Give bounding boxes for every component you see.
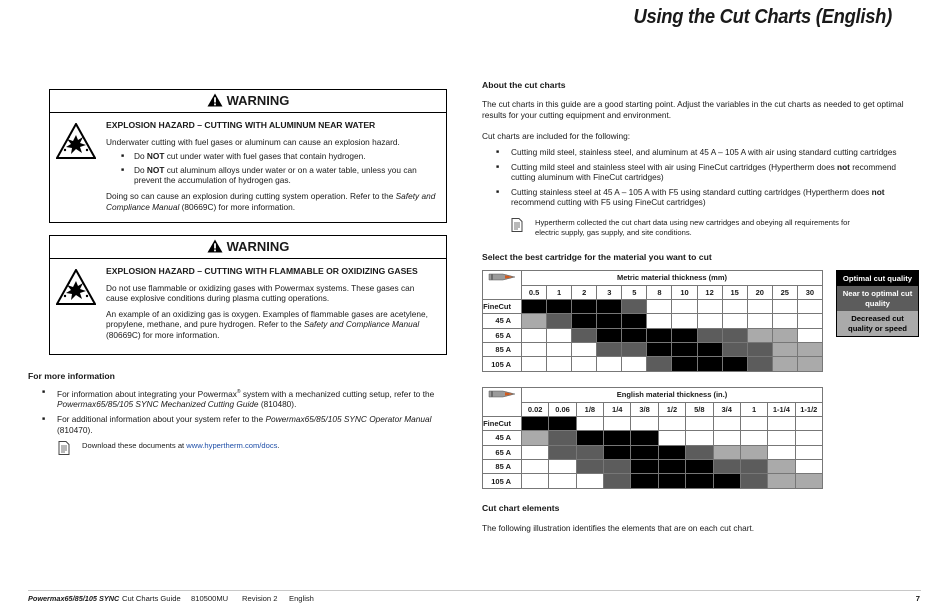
quality-cell bbox=[604, 416, 631, 430]
footer-revision: Revision 2 bbox=[242, 594, 278, 603]
quality-cell bbox=[522, 445, 549, 459]
quality-cell bbox=[686, 416, 713, 430]
cartridge-row bbox=[483, 431, 823, 445]
quality-cell bbox=[740, 474, 767, 488]
quality-cell bbox=[658, 416, 685, 430]
note-document-icon bbox=[58, 441, 70, 458]
quality-cell bbox=[772, 343, 797, 357]
about-heading: About the cut charts bbox=[482, 80, 566, 90]
torch-cartridge-icon bbox=[483, 271, 522, 286]
footer-guide: Cut Charts Guide bbox=[122, 594, 181, 603]
quality-cell bbox=[622, 299, 647, 313]
thickness-column-header: 5 bbox=[622, 285, 647, 299]
warning-triangle-icon bbox=[207, 92, 223, 114]
quality-cell bbox=[658, 474, 685, 488]
quality-cell bbox=[768, 431, 795, 445]
quality-cell bbox=[772, 328, 797, 342]
quality-cell bbox=[797, 314, 822, 328]
thickness-column-header: 1 bbox=[740, 402, 767, 416]
warning-bullet: ■ Do NOT cut under water with fuel gases that contain hydrogen. bbox=[134, 151, 438, 162]
cartridge-row bbox=[483, 445, 823, 459]
quality-cell bbox=[522, 357, 547, 371]
quality-cell bbox=[686, 445, 713, 459]
quality-cell bbox=[672, 328, 697, 342]
quality-cell bbox=[522, 314, 547, 328]
quality-cell bbox=[722, 328, 747, 342]
quality-cell bbox=[604, 431, 631, 445]
thickness-column-header: 8 bbox=[647, 285, 672, 299]
quality-cell bbox=[549, 445, 576, 459]
quality-cell bbox=[622, 343, 647, 357]
thickness-column-header: 1/8 bbox=[576, 402, 603, 416]
quality-cell bbox=[697, 314, 722, 328]
cartridge-row-label: FineCut bbox=[483, 299, 522, 313]
page-title: Using the Cut Charts (English) bbox=[633, 6, 892, 28]
cartridge-row-label: 85 A bbox=[483, 343, 522, 357]
warning-outro: Doing so can cause an explosion during cutting system operation. Refer to the Safety and Compliance Manual (80669C) for more information. bbox=[106, 190, 436, 212]
footer-product: Powermax65/85/105 SYNC bbox=[28, 594, 120, 603]
quality-cell bbox=[797, 328, 822, 342]
cartridge-row bbox=[483, 314, 823, 328]
quality-cell bbox=[597, 357, 622, 371]
list-item: ■ For additional information about your system refer to the Powermax65/85/105 SYNC Operator Manual (810470). bbox=[28, 414, 448, 435]
quality-cell bbox=[572, 328, 597, 342]
quality-cell bbox=[547, 343, 572, 357]
thickness-column-header: 3/8 bbox=[631, 402, 658, 416]
quality-cell bbox=[747, 328, 772, 342]
metric-thickness-grid bbox=[482, 270, 823, 372]
quality-cell bbox=[549, 416, 576, 430]
quality-cell bbox=[604, 474, 631, 488]
cartridge-row-label: 105 A bbox=[483, 474, 522, 488]
cartridge-row bbox=[483, 343, 823, 357]
quality-cell bbox=[772, 314, 797, 328]
quality-cell bbox=[522, 416, 549, 430]
quality-cell bbox=[622, 357, 647, 371]
note-document-icon bbox=[511, 218, 523, 235]
quality-cell bbox=[672, 343, 697, 357]
quality-cell bbox=[697, 299, 722, 313]
quality-cell bbox=[713, 460, 740, 474]
quality-cell bbox=[797, 357, 822, 371]
legend-near-optimal: Near to optimal cut quality bbox=[837, 286, 918, 311]
quality-cell bbox=[686, 431, 713, 445]
quality-cell bbox=[768, 445, 795, 459]
warning-paragraph: Do not use flammable or oxidizing gases with Powermax systems. These gases can cause explosive conditions during plasma cutting operations. bbox=[106, 282, 415, 304]
elements-heading: Cut chart elements bbox=[482, 503, 560, 513]
quality-cell bbox=[740, 445, 767, 459]
quality-cell bbox=[522, 431, 549, 445]
thickness-column-header: 1 bbox=[547, 285, 572, 299]
quality-cell bbox=[547, 299, 572, 313]
warning-header bbox=[50, 236, 446, 259]
quality-cell bbox=[768, 416, 795, 430]
cartridge-row bbox=[483, 460, 823, 474]
thickness-column-header: 5/8 bbox=[686, 402, 713, 416]
quality-cell bbox=[522, 328, 547, 342]
warning-bullet: ■ Do NOT cut aluminum alloys under water or on a water table, unless you can prevent the accumulation of hydrogen gas. bbox=[134, 165, 438, 186]
quality-cell bbox=[604, 460, 631, 474]
quality-cell bbox=[597, 314, 622, 328]
quality-cell bbox=[576, 416, 603, 430]
quality-cell bbox=[713, 474, 740, 488]
thickness-column-header: 15 bbox=[722, 285, 747, 299]
quality-cell bbox=[547, 357, 572, 371]
list-item: ■ For information about integrating your Powermax® system with a mechanized cutting setup, refer to the Powermax65/85/105 SYNC Mechanized Cutting Guide (810480). bbox=[28, 387, 448, 410]
thickness-column-header: 10 bbox=[672, 285, 697, 299]
quality-cell bbox=[631, 474, 658, 488]
more-info-list bbox=[28, 387, 448, 439]
quality-cell bbox=[713, 416, 740, 430]
list-item: ■ Cutting mild steel and stainless steel with air using FineCut cartridges (Hypertherm does not recommend cutting aluminum with FineCut cartridges) bbox=[482, 162, 920, 183]
quality-cell bbox=[713, 431, 740, 445]
quality-cell bbox=[572, 343, 597, 357]
thickness-column-header: 20 bbox=[747, 285, 772, 299]
select-heading: Select the best cartridge for the material you want to cut bbox=[482, 252, 712, 262]
more-info-heading: For more information bbox=[28, 371, 115, 381]
download-note: Download these documents at www.hypertherm.com/docs. bbox=[58, 441, 462, 451]
thickness-column-header: 30 bbox=[797, 285, 822, 299]
quality-cell bbox=[722, 299, 747, 313]
torch-spacer bbox=[483, 402, 522, 416]
cut-chart-note: Hypertherm collected the cut chart data using new cartridges and obeying all requirements for electric supply, gas supply, and site conditions. bbox=[511, 218, 875, 238]
about-paragraph: Cut charts are included for the following: bbox=[482, 131, 631, 141]
quality-cell bbox=[697, 343, 722, 357]
thickness-column-header: 0.06 bbox=[549, 402, 576, 416]
metric-grid-title: Metric material thickness (mm) bbox=[522, 271, 823, 286]
footer-language: English bbox=[289, 594, 314, 603]
quality-cell bbox=[631, 431, 658, 445]
warning-box-flammable bbox=[49, 235, 447, 355]
thickness-column-header: 12 bbox=[697, 285, 722, 299]
list-item: ■ Cutting mild steel, stainless steel, and aluminum at 45 A – 105 A with air using standard cutting cartridges bbox=[482, 147, 920, 158]
quality-cell bbox=[647, 314, 672, 328]
quality-cell bbox=[768, 460, 795, 474]
quality-cell bbox=[576, 460, 603, 474]
cartridge-row bbox=[483, 299, 823, 313]
quality-cell bbox=[672, 357, 697, 371]
quality-cell bbox=[658, 431, 685, 445]
quality-cell bbox=[522, 299, 547, 313]
quality-cell bbox=[522, 460, 549, 474]
legend-decreased: Decreased cut quality or speed bbox=[837, 311, 918, 336]
quality-cell bbox=[572, 314, 597, 328]
quality-cell bbox=[697, 357, 722, 371]
cartridge-row bbox=[483, 474, 823, 488]
quality-cell bbox=[740, 431, 767, 445]
quality-cell bbox=[672, 299, 697, 313]
quality-cell bbox=[622, 314, 647, 328]
thickness-column-header: 1-1/2 bbox=[795, 402, 822, 416]
quality-cell bbox=[658, 460, 685, 474]
quality-cell bbox=[549, 474, 576, 488]
quality-cell bbox=[547, 314, 572, 328]
quality-cell bbox=[572, 357, 597, 371]
cartridge-row-label: 85 A bbox=[483, 460, 522, 474]
quality-cell bbox=[697, 328, 722, 342]
quality-cell bbox=[772, 299, 797, 313]
quality-cell bbox=[722, 343, 747, 357]
thickness-column-header: 25 bbox=[772, 285, 797, 299]
thickness-column-header: 3 bbox=[597, 285, 622, 299]
footer-divider bbox=[28, 590, 921, 591]
thickness-column-header: 1-1/4 bbox=[768, 402, 795, 416]
cartridge-row-label: 65 A bbox=[483, 328, 522, 342]
cartridge-row-label: 45 A bbox=[483, 314, 522, 328]
quality-cell bbox=[795, 431, 822, 445]
quality-cell bbox=[795, 416, 822, 430]
cartridge-row-label: 45 A bbox=[483, 431, 522, 445]
warning-triangle-icon bbox=[207, 238, 223, 260]
cartridge-row bbox=[483, 416, 823, 430]
quality-cell bbox=[622, 328, 647, 342]
quality-cell bbox=[522, 474, 549, 488]
legend-optimal: Optimal cut quality bbox=[837, 271, 918, 286]
thickness-column-header: 1/2 bbox=[658, 402, 685, 416]
quality-cell bbox=[686, 474, 713, 488]
quality-cell bbox=[768, 474, 795, 488]
quality-cell bbox=[797, 299, 822, 313]
thickness-column-header: 0.02 bbox=[522, 402, 549, 416]
warning-title: EXPLOSION HAZARD – CUTTING WITH FLAMMABLE OR OXIDIZING GASES bbox=[106, 266, 418, 276]
quality-cell bbox=[747, 357, 772, 371]
quality-cell bbox=[747, 314, 772, 328]
cartridge-row-label: 65 A bbox=[483, 445, 522, 459]
quality-cell bbox=[647, 357, 672, 371]
cartridge-row bbox=[483, 357, 823, 371]
about-paragraph: The cut charts in this guide are a good starting point. Adjust the variables in the cut charts as needed to get optimal results for your cutting equipment and environment. bbox=[482, 99, 904, 120]
thickness-column-header: 1/4 bbox=[604, 402, 631, 416]
quality-cell bbox=[747, 343, 772, 357]
thickness-column-header: 0.5 bbox=[522, 285, 547, 299]
footer-part: 810500MU bbox=[191, 594, 229, 603]
quality-cell bbox=[713, 445, 740, 459]
quality-cell bbox=[631, 445, 658, 459]
quality-cell bbox=[795, 474, 822, 488]
quality-cell bbox=[631, 460, 658, 474]
thickness-column-header: 2 bbox=[572, 285, 597, 299]
quality-cell bbox=[672, 314, 697, 328]
quality-cell bbox=[522, 343, 547, 357]
warning-box-aluminum bbox=[49, 89, 447, 223]
about-list bbox=[482, 147, 920, 212]
warning-title: EXPLOSION HAZARD – CUTTING WITH ALUMINUM NEAR WATER bbox=[106, 120, 376, 130]
quality-cell bbox=[647, 343, 672, 357]
english-grid-title: English material thickness (in.) bbox=[522, 388, 823, 403]
quality-cell bbox=[772, 357, 797, 371]
quality-cell bbox=[797, 343, 822, 357]
quality-cell bbox=[597, 299, 622, 313]
quality-cell bbox=[795, 460, 822, 474]
quality-cell bbox=[647, 299, 672, 313]
cartridge-row bbox=[483, 328, 823, 342]
explosion-hazard-icon bbox=[56, 269, 96, 308]
docs-link[interactable]: www.hypertherm.com/docs bbox=[186, 441, 278, 450]
warning-header bbox=[50, 90, 446, 113]
quality-cell bbox=[597, 343, 622, 357]
quality-cell bbox=[647, 328, 672, 342]
quality-cell bbox=[795, 445, 822, 459]
quality-cell bbox=[597, 328, 622, 342]
elements-paragraph: The following illustration identifies the elements that are on each cut chart. bbox=[482, 523, 755, 533]
warning-intro: Underwater cutting with fuel gases or aluminum can cause an explosion hazard. bbox=[106, 136, 400, 147]
torch-spacer bbox=[483, 285, 522, 299]
list-item: ■ Cutting stainless steel at 45 A – 105 A with F5 using standard cutting cartridges (Hypertherm does not recommend cutting with F5 using FineCut cartridges) bbox=[482, 187, 920, 208]
quality-cell bbox=[576, 431, 603, 445]
quality-cell bbox=[740, 416, 767, 430]
quality-cell bbox=[576, 474, 603, 488]
footer-page-number: 7 bbox=[915, 594, 920, 603]
quality-cell bbox=[658, 445, 685, 459]
quality-cell bbox=[740, 460, 767, 474]
cartridge-row-label: FineCut bbox=[483, 416, 522, 430]
english-thickness-grid bbox=[482, 387, 823, 489]
quality-cell bbox=[572, 299, 597, 313]
quality-cell bbox=[604, 445, 631, 459]
warning-paragraph: An example of an oxidizing gas is oxygen. Examples of flammable gases are acetylene, propylene, methane, and pure hydrogen. Refer to the Safety and Compliance Manual (80669C) for more information. bbox=[106, 308, 428, 340]
quality-cell bbox=[549, 431, 576, 445]
quality-cell bbox=[722, 314, 747, 328]
quality-cell bbox=[576, 445, 603, 459]
explosion-hazard-icon bbox=[56, 123, 96, 162]
quality-cell bbox=[549, 460, 576, 474]
quality-cell bbox=[547, 328, 572, 342]
quality-cell bbox=[686, 460, 713, 474]
quality-cell bbox=[747, 299, 772, 313]
warning-heading: WARNING bbox=[226, 93, 290, 108]
torch-cartridge-icon bbox=[483, 388, 522, 403]
warning-heading: WARNING bbox=[226, 239, 290, 254]
quality-cell bbox=[722, 357, 747, 371]
cartridge-row-label: 105 A bbox=[483, 357, 522, 371]
quality-cell bbox=[631, 416, 658, 430]
thickness-column-header: 3/4 bbox=[713, 402, 740, 416]
quality-legend bbox=[836, 270, 919, 337]
